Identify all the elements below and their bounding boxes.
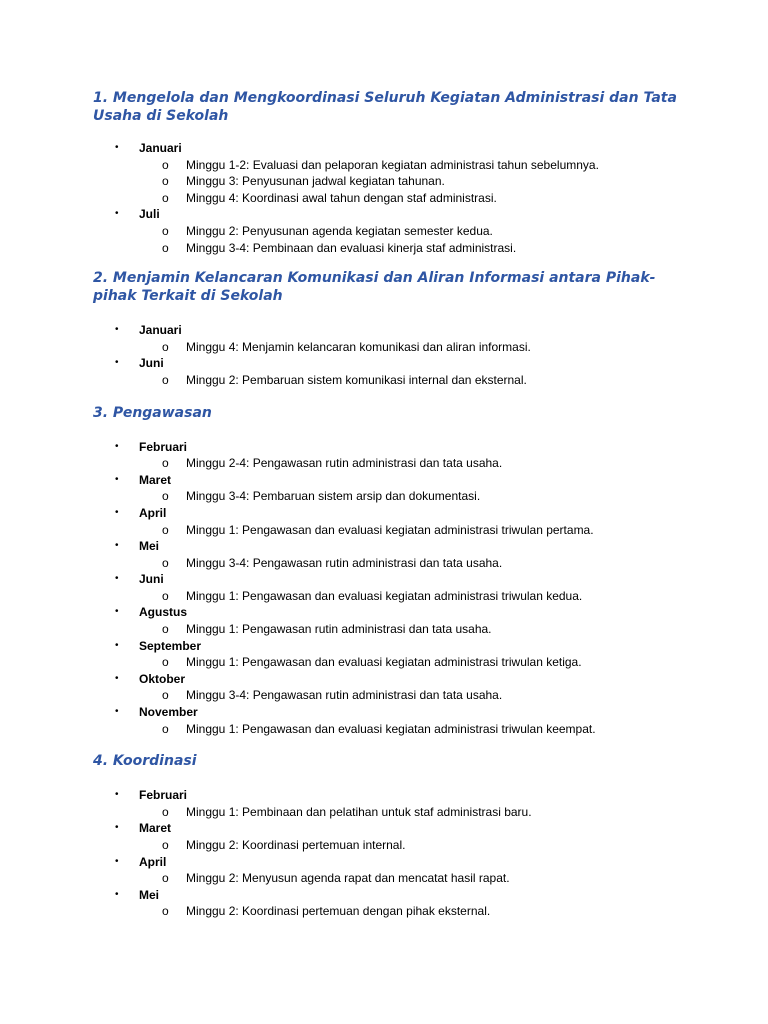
activity-item: [139, 372, 678, 389]
month-list: [93, 140, 678, 256]
section-4: [93, 752, 678, 920]
section-heading: 2. Menjamin Kelancaran Komunikasi dan Aliran Informasi antara Pihak-pihak Terkait di Sekolah: [93, 270, 656, 305]
sub-bullet-icon: o: [162, 588, 169, 603]
activity-text: Minggu 1: Pembinaan dan pelatihan untuk staf administrasi baru.: [186, 804, 532, 819]
sub-bullet-icon: o: [162, 456, 169, 471]
bullet-icon: •: [115, 672, 119, 684]
month-name: April: [139, 854, 167, 869]
activity-list: [139, 654, 678, 671]
month-entry: [93, 638, 678, 671]
bullet-icon: •: [115, 440, 119, 452]
sub-bullet-icon: o: [162, 190, 169, 205]
month-name: Oktober: [139, 671, 186, 686]
activity-text: Minggu 3-4: Pengawasan rutin administrasi dan tata usaha.: [186, 555, 503, 570]
month-entry: [93, 472, 678, 505]
section-1: [93, 89, 678, 256]
activity-list: [139, 588, 678, 605]
bullet-icon: •: [115, 473, 119, 485]
activity-text: Minggu 1: Pengawasan dan evaluasi kegiatan administrasi triwulan pertama.: [186, 522, 594, 537]
activity-text: Minggu 4: Koordinasi awal tahun dengan staf administrasi.: [186, 190, 497, 205]
sub-bullet-icon: o: [162, 721, 169, 736]
bullet-icon: •: [115, 855, 119, 867]
bullet-icon: •: [115, 142, 119, 153]
activity-text: Minggu 1-2: Evaluasi dan pelaporan kegiatan administrasi tahun sebelumnya.: [186, 157, 599, 172]
activity-list: [139, 721, 678, 738]
month-entry: [93, 604, 678, 637]
sub-bullet-icon: o: [162, 174, 169, 189]
activity-list: [139, 903, 678, 920]
bullet-icon: •: [115, 822, 119, 834]
activity-item: [139, 488, 678, 505]
sub-bullet-icon: o: [162, 804, 169, 819]
month-entry: [93, 887, 678, 920]
activity-text: Minggu 1: Pengawasan dan evaluasi kegiatan administrasi triwulan keempat.: [186, 721, 596, 736]
month-name: Juli: [139, 207, 160, 222]
month-list: [93, 322, 678, 388]
month-name: Maret: [139, 821, 172, 836]
month-entry: [93, 140, 678, 206]
activity-text: Minggu 1: Pengawasan dan evaluasi kegiatan administrasi triwulan kedua.: [186, 588, 583, 603]
section-heading: 1. Mengelola dan Mengkoordinasi Seluruh Kegiatan Administrasi dan Tata Usaha di Sekolah: [93, 90, 677, 124]
bullet-icon: •: [115, 606, 119, 618]
activity-item: [139, 621, 678, 638]
month-name: November: [139, 705, 198, 720]
activity-list: [139, 372, 678, 389]
bullet-icon: •: [115, 573, 119, 585]
activity-item: [139, 654, 678, 671]
sub-bullet-icon: o: [162, 339, 169, 354]
activity-text: Minggu 2: Pembaruan sistem komunikasi internal dan eksternal.: [186, 372, 527, 387]
activity-list: [139, 870, 678, 887]
activity-list: [139, 455, 678, 472]
activity-text: Minggu 3: Penyusunan jadwal kegiatan tahunan.: [186, 174, 445, 189]
sub-bullet-icon: o: [162, 372, 169, 387]
activity-item: [139, 837, 678, 854]
activity-item: [139, 588, 678, 605]
month-name: Juni: [139, 356, 164, 371]
activity-text: Minggu 3-4: Pembaruan sistem arsip dan dokumentasi.: [186, 489, 481, 504]
bullet-icon: •: [115, 540, 119, 552]
sub-bullet-icon: o: [162, 157, 169, 172]
sub-bullet-icon: o: [162, 904, 169, 919]
month-name: Januari: [139, 323, 182, 338]
bullet-icon: •: [115, 789, 119, 801]
sub-bullet-icon: o: [162, 871, 169, 886]
section-3: [93, 404, 678, 738]
bullet-icon: •: [115, 357, 119, 369]
month-name: Agustus: [139, 605, 187, 620]
activity-list: [139, 488, 678, 505]
activity-item: [139, 240, 678, 257]
sub-bullet-icon: o: [162, 688, 169, 703]
activity-list: [139, 157, 678, 207]
activity-text: Minggu 2: Menyusun agenda rapat dan mencatat hasil rapat.: [186, 871, 510, 886]
month-list: [93, 439, 678, 738]
activity-list: [139, 687, 678, 704]
section-heading: 4. Koordinasi: [93, 753, 197, 770]
activity-text: Minggu 2: Koordinasi pertemuan dengan pihak eksternal.: [186, 904, 491, 919]
activity-item: [139, 522, 678, 539]
sub-bullet-icon: o: [162, 240, 169, 255]
month-entry: [93, 671, 678, 704]
activity-item: [139, 804, 678, 821]
month-entry: [93, 538, 678, 571]
month-name: Juni: [139, 572, 164, 587]
activity-item: [139, 687, 678, 704]
month-entry: [93, 322, 678, 355]
document-body: [93, 89, 678, 920]
bullet-icon: •: [115, 888, 119, 900]
month-name: Maret: [139, 472, 172, 487]
month-entry: [93, 704, 678, 737]
activity-item: [139, 339, 678, 356]
month-name: Februari: [139, 788, 188, 803]
activity-text: Minggu 3-4: Pembinaan dan evaluasi kinerja staf administrasi.: [186, 240, 517, 255]
month-name: Mei: [139, 539, 160, 554]
activity-text: Minggu 2: Koordinasi pertemuan internal.: [186, 838, 406, 852]
sub-bullet-icon: o: [162, 622, 169, 637]
activity-list: [139, 837, 678, 854]
activity-list: [139, 804, 678, 821]
activity-list: [139, 555, 678, 572]
activity-text: Minggu 2-4: Pengawasan rutin administrasi dan tata usaha.: [186, 456, 503, 471]
activity-item: [139, 157, 678, 174]
sub-bullet-icon: o: [162, 522, 169, 537]
month-entry: [93, 787, 678, 820]
month-entry: [93, 505, 678, 538]
sub-bullet-icon: o: [162, 655, 169, 670]
activity-item: [139, 190, 678, 207]
month-entry: [93, 854, 678, 887]
activity-item: [139, 555, 678, 572]
activity-text: Minggu 1: Pengawasan dan evaluasi kegiatan administrasi triwulan ketiga.: [186, 655, 582, 670]
activity-item: [139, 223, 678, 240]
activity-item: [139, 455, 678, 472]
section-heading: 3. Pengawasan: [93, 404, 212, 421]
bullet-icon: •: [115, 324, 119, 336]
sub-bullet-icon: o: [162, 489, 169, 504]
bullet-icon: •: [115, 506, 119, 518]
sub-bullet-icon: o: [162, 555, 169, 570]
sub-bullet-icon: o: [162, 838, 169, 852]
month-entry: [93, 206, 678, 256]
bullet-icon: •: [115, 639, 119, 651]
activity-list: [139, 339, 678, 356]
activity-list: [139, 223, 678, 256]
month-entry: [93, 439, 678, 472]
activity-text: Minggu 4: Menjamin kelancaran komunikasi dan aliran informasi.: [186, 339, 531, 354]
activity-item: [139, 903, 678, 920]
activity-text: Minggu 1: Pengawasan rutin administrasi dan tata usaha.: [186, 622, 492, 637]
activity-item: [139, 721, 678, 738]
month-entry: [93, 820, 678, 853]
activity-text: Minggu 2: Penyusunan agenda kegiatan semester kedua.: [186, 223, 493, 238]
month-name: Januari: [139, 141, 182, 155]
month-entry: [93, 355, 678, 388]
month-list: [93, 787, 678, 920]
activity-text: Minggu 3-4: Pengawasan rutin administrasi dan tata usaha.: [186, 688, 503, 703]
month-entry: [93, 571, 678, 604]
month-name: Februari: [139, 439, 188, 454]
activity-list: [139, 621, 678, 638]
month-name: September: [139, 638, 202, 653]
month-name: April: [139, 505, 167, 520]
month-name: Mei: [139, 887, 160, 902]
bullet-icon: •: [115, 208, 119, 220]
sub-bullet-icon: o: [162, 223, 169, 238]
activity-item: [139, 173, 678, 190]
section-2: [93, 269, 678, 388]
activity-list: [139, 522, 678, 539]
activity-item: [139, 870, 678, 887]
bullet-icon: •: [115, 706, 119, 718]
